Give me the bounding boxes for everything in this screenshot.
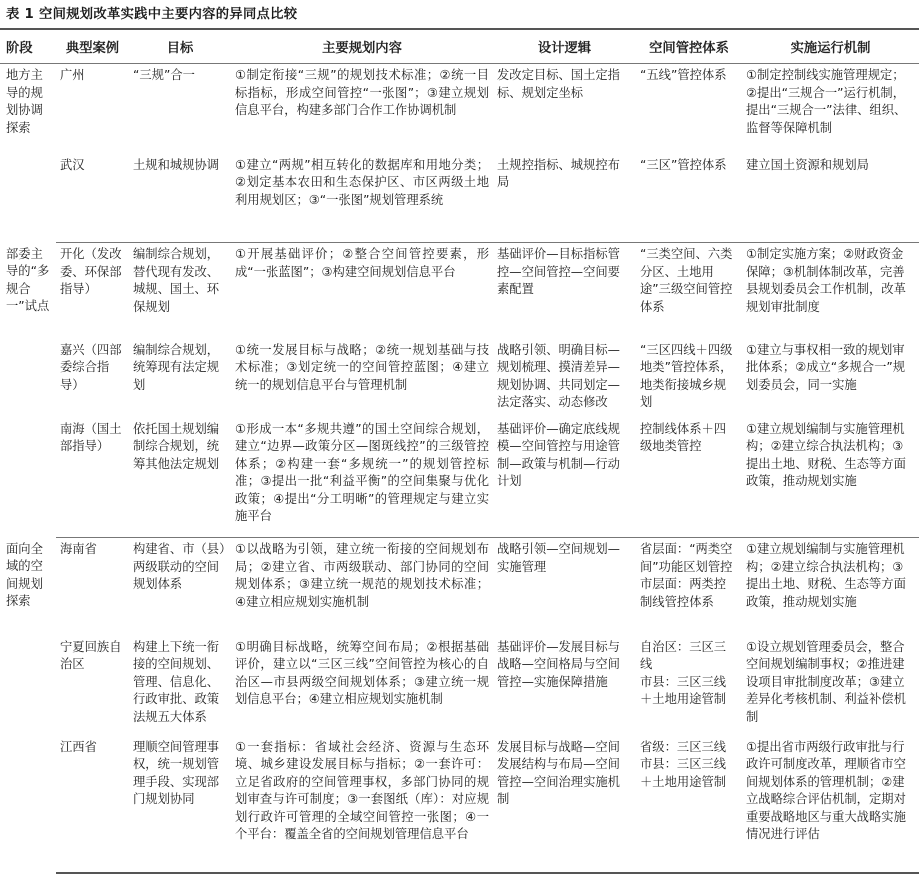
control-cell: “三区四线＋四级地类”管控体系，地类衔接城乡规划 [640,342,733,409]
header-logic: 设计逻辑 [493,30,636,64]
content-cell: ①形成一本“多规共遵”的国土空间综合规划，建立“边界—政策分区—图斑线控”的三级管控体系；②构建一套“多规统一”的规划管控标准；③提出一批“利益平衡”的空间集聚与优化政策；④提出“分工明晰”的管理规定与建立实施平台 [231,418,493,538]
header-mechanism: 实施运行机制 [742,30,919,64]
mechanism-cell: ①建立与事权相一致的规划审批体系；②成立“多规合一”规划委员会，同一实施 [746,342,906,392]
case-cell: 开化（发改委、环保部指导） [60,247,122,296]
logic-cell: 发展目标与战略—空间发展结构与布局—空间管控—空间治理实施机制 [493,736,636,873]
control-cell: 省层面：“两类空间”功能区划管控 市层面：两类控制线管控体系 [640,542,733,609]
control-cell: 控制线体系＋四级地类管控 [636,418,742,538]
table-caption: 表 1 空间规划改革实践中主要内容的异同点比较 [6,7,298,22]
stage-cell: 地方主导的规划协调探索 [6,68,43,135]
mechanism-cell: ①建立规划编制与实施管理机构；②建立综合执法机构；③提出土地、财税、生态等方面政策，推动规划实施 [742,418,919,538]
comparison-table [0,30,919,874]
case-cell: 海南省 [60,542,97,556]
table-row [0,636,919,736]
header-row [0,30,919,64]
goal-cell: 编制综合规划，替代现有发改、城规、国土、环保规划 [133,247,220,314]
mechanism-cell: ①提出省市两级行政审批与行政许可制度改革，理顺省市空间规划体系的管理机制；②建立战略综合评估机制，定期对重要战略地区与重大战略实施情况进行评估 [742,736,919,873]
content-cell: ①开展基础评价；②整合空间管控要素，形成“一张蓝图”；③构建空间规划信息平台 [235,247,489,279]
goal-cell: 构建省、市（县）两级联动的空间规划体系 [133,542,226,591]
logic-cell: 土规控指标、城规控布局 [493,154,636,243]
goal-cell: 依托国土规划编制综合规划，统筹其他法定规划 [129,418,231,538]
table-row [0,538,919,636]
content-cell: ①一套指标：省域社会经济、资源与生态环境、城乡建设发展目标与指标；②一套许可：立足省政府的空间管理事权，多部门协同的规划审查与许可制度；③一套图纸（库）：对应规划行政许可管理的全域空间管控一张图；④一个平台：覆盖全省的空间规划管理信息平台 [231,736,493,873]
mechanism-cell: 建立国土资源和规划局 [742,154,919,243]
control-cell: “三类空间、六类分区、土地用途”三级空间管控体系 [640,247,733,314]
table-row [0,418,919,538]
goal-cell: “三规”合一 [133,68,195,82]
mechanism-cell: ①设立规划管理委员会，整合空间规划编制事权；②推进建设项目审批制度改革；③建立差异化考核机制、利益补偿机制 [746,639,906,724]
header-goal: 目标 [129,30,231,64]
goal-cell: 土规和城规协调 [129,154,231,243]
table-row [0,154,919,243]
content-cell: ①明确目标战略，统筹空间布局；②根据基础评价，建立以“三区三线”空间管控为核心的自治区—市县两级空间规划体系；③建立统一规划信息平台；④建立相应规划实施机制 [235,639,489,706]
control-cell: 自治区：三区三线 市县：三区三线＋土地用途管制 [640,639,727,706]
logic-cell: 基础评价—目标指标管控—空间管控—空间要素配置 [497,247,620,296]
content-cell: ①统一发展目标与战略；②统一规划基础与技术标准；③划定统一的空间管控蓝图；④建立统一的规划信息平台与管理机制 [235,342,489,392]
header-case: 典型案例 [56,30,129,64]
control-cell: 省级：三区三线 市县：三区三线＋土地用途管制 [636,736,742,873]
table-row [0,64,919,154]
stage-cell: 部委主导的“多规合一”试点 [6,246,50,313]
content-cell: ①制定衔接“三规”的规划技术标准；②统一目标指标，形成空间管控“一张图”；③建立规划信息平台，构建多部门合作工作协调机制 [235,68,489,117]
content-cell: ①以战略为引领，建立统一衔接的空间规划布局；②建立省、市两级联动、部门协同的空间规划体系；③建立统一规范的规划技术标准；④建立相应规划实施机制 [235,542,489,609]
logic-cell: 发改定目标、国土定指标、规划定坐标 [497,68,620,100]
control-cell: “五线”管控体系 [640,68,727,82]
goal-cell: 构建上下统一衔接的空间规划、管理、信息化、行政审批、政策法规五大体系 [133,639,220,724]
content-cell: ①建立“两规”相互转化的数据库和用地分类；②划定基本农田和生态保护区、市区两级土地利用规划区；③“一张图”规划管理系统 [231,154,493,243]
logic-cell: 战略引领、明确目标—规划梳理、摸清差异—规划协调、共同划定—法定落实、动态修改 [497,342,620,409]
table-row [0,736,919,873]
header-stage: 阶段 [0,30,56,64]
case-cell: 嘉兴（四部委综合指导） [60,342,122,392]
case-cell: 武汉 [56,154,129,243]
goal-cell: 理顺空间管理事权，统一规划管理手段、实现部门规划协同 [129,736,231,873]
case-cell: 广州 [60,68,85,82]
case-cell: 宁夏回族自治区 [60,639,122,671]
table-row [0,339,919,418]
goal-cell: 编制综合规划，统筹现有法定规划 [133,342,220,392]
stage-cell: 面向全域的空间规划探索 [6,541,43,608]
case-cell: 南海（国土部指导） [56,418,129,538]
mechanism-cell: ①制定控制线实施管理规定；②提出“三规合一”运行机制，提出“三规合一”法律、组织、监督等保障机制 [746,68,907,135]
header-control: 空间管控体系 [636,30,742,64]
case-cell: 江西省 [56,736,129,873]
table-row [0,243,919,339]
logic-cell: 战略引领—空间规划—实施管理 [497,542,620,574]
logic-cell: 基础评价—确定底线规模—空间管控与用途管制—政策与机制—行动计划 [493,418,636,538]
control-cell: “三区”管控体系 [636,154,742,243]
mechanism-cell: ①建立规划编制与实施管理机构；②建立综合执法机构；③提出土地、财税、生态等方面政策，推动规划实施 [746,542,906,609]
logic-cell: 基础评价—发展目标与战略—空间格局与空间管控—实施保障措施 [497,639,620,689]
header-content: 主要规划内容 [231,30,493,64]
mechanism-cell: ①制定实施方案；②财政资金保障；③机制体制改革，完善县规划委员会工作机制，改革规划审批制度 [746,247,906,314]
